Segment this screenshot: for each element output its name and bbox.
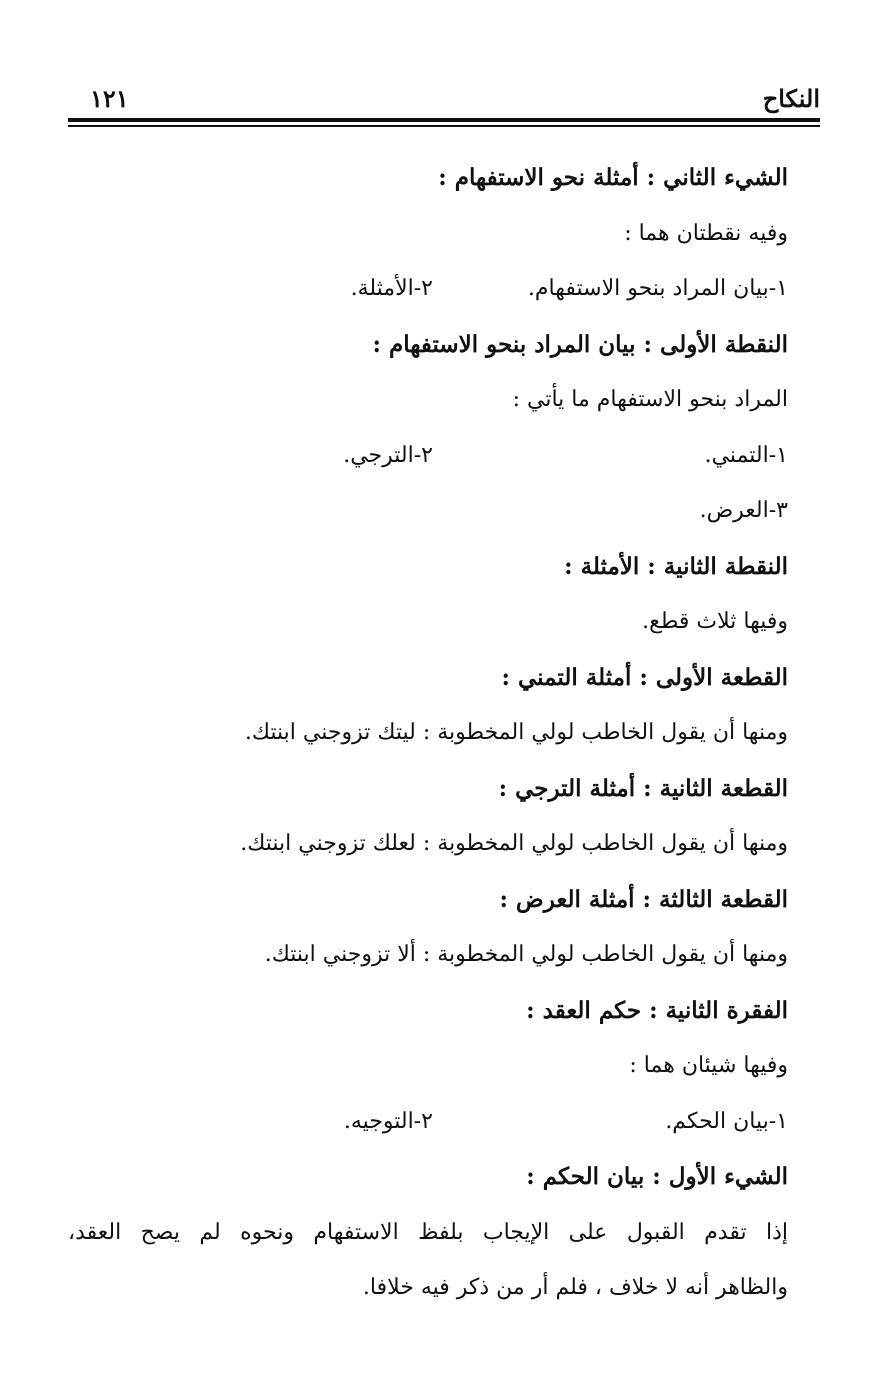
section-heading: النقطة الثانية : الأمثلة : [564, 552, 788, 580]
two-column-list [68, 428, 788, 484]
list-item: ٢-التوجيه. [343, 1108, 433, 1134]
section-heading: الشيء الثاني : أمثلة نحو الاستفهام : [438, 164, 788, 191]
paragraph: وفيها ثلاث قطع. [642, 609, 788, 634]
section-heading: القطعة الثانية : أمثلة الترجي : [498, 774, 788, 802]
page-number: ١٢١ [90, 84, 129, 113]
section-heading: القطعة الثالثة : أمثلة العرض : [499, 885, 788, 913]
running-title: النكاح [762, 84, 820, 113]
two-column-list [68, 261, 788, 317]
header-rule-thick [68, 118, 820, 122]
paragraph: ومنها أن يقول الخاطب لولي المخطوبة : ليتك تزوجني ابنتك. [244, 720, 788, 745]
header-rule-thin [68, 125, 820, 127]
paragraph: ومنها أن يقول الخاطب لولي المخطوبة : ألا تزوجني ابنتك. [264, 942, 788, 967]
page-header [68, 84, 820, 118]
paragraph: والظاهر أنه لا خلاف ، فلم أر من ذكر فيه خلافا. [362, 1275, 788, 1300]
list-item: ٢-الأمثلة. [350, 276, 433, 301]
list-item: ١-بيان المراد بنحو الاستفهام. [527, 276, 788, 301]
section-heading: النقطة الأولى : بيان المراد بنحو الاستفهام : [372, 330, 788, 358]
paragraph: ومنها أن يقول الخاطب لولي المخطوبة : لعلك تزوجني ابنتك. [240, 831, 788, 856]
section-heading: القطعة الأولى : أمثلة التمني : [501, 663, 788, 691]
list-item: ٣-العرض. [699, 498, 788, 523]
paragraph: وفيها شيئان هما : [629, 1053, 788, 1078]
paragraph: إذا تقدم القبول على الإيجاب بلفظ الاستفهام ونحوه لم يصح العقد، [68, 1219, 788, 1245]
list-item: ١-التمني. [704, 442, 788, 468]
list-item: ١-بيان الحكم. [665, 1108, 788, 1134]
two-column-list [68, 1094, 788, 1150]
page-body [68, 150, 788, 1316]
list-item: ٢-الترجي. [343, 442, 433, 468]
paragraph: المراد بنحو الاستفهام ما يأتي : [512, 387, 788, 412]
paragraph: وفيه نقطتان هما : [624, 220, 788, 246]
section-heading: الفقرة الثانية : حكم العقد : [526, 996, 788, 1024]
section-heading: الشيء الأول : بيان الحكم : [526, 1163, 788, 1190]
